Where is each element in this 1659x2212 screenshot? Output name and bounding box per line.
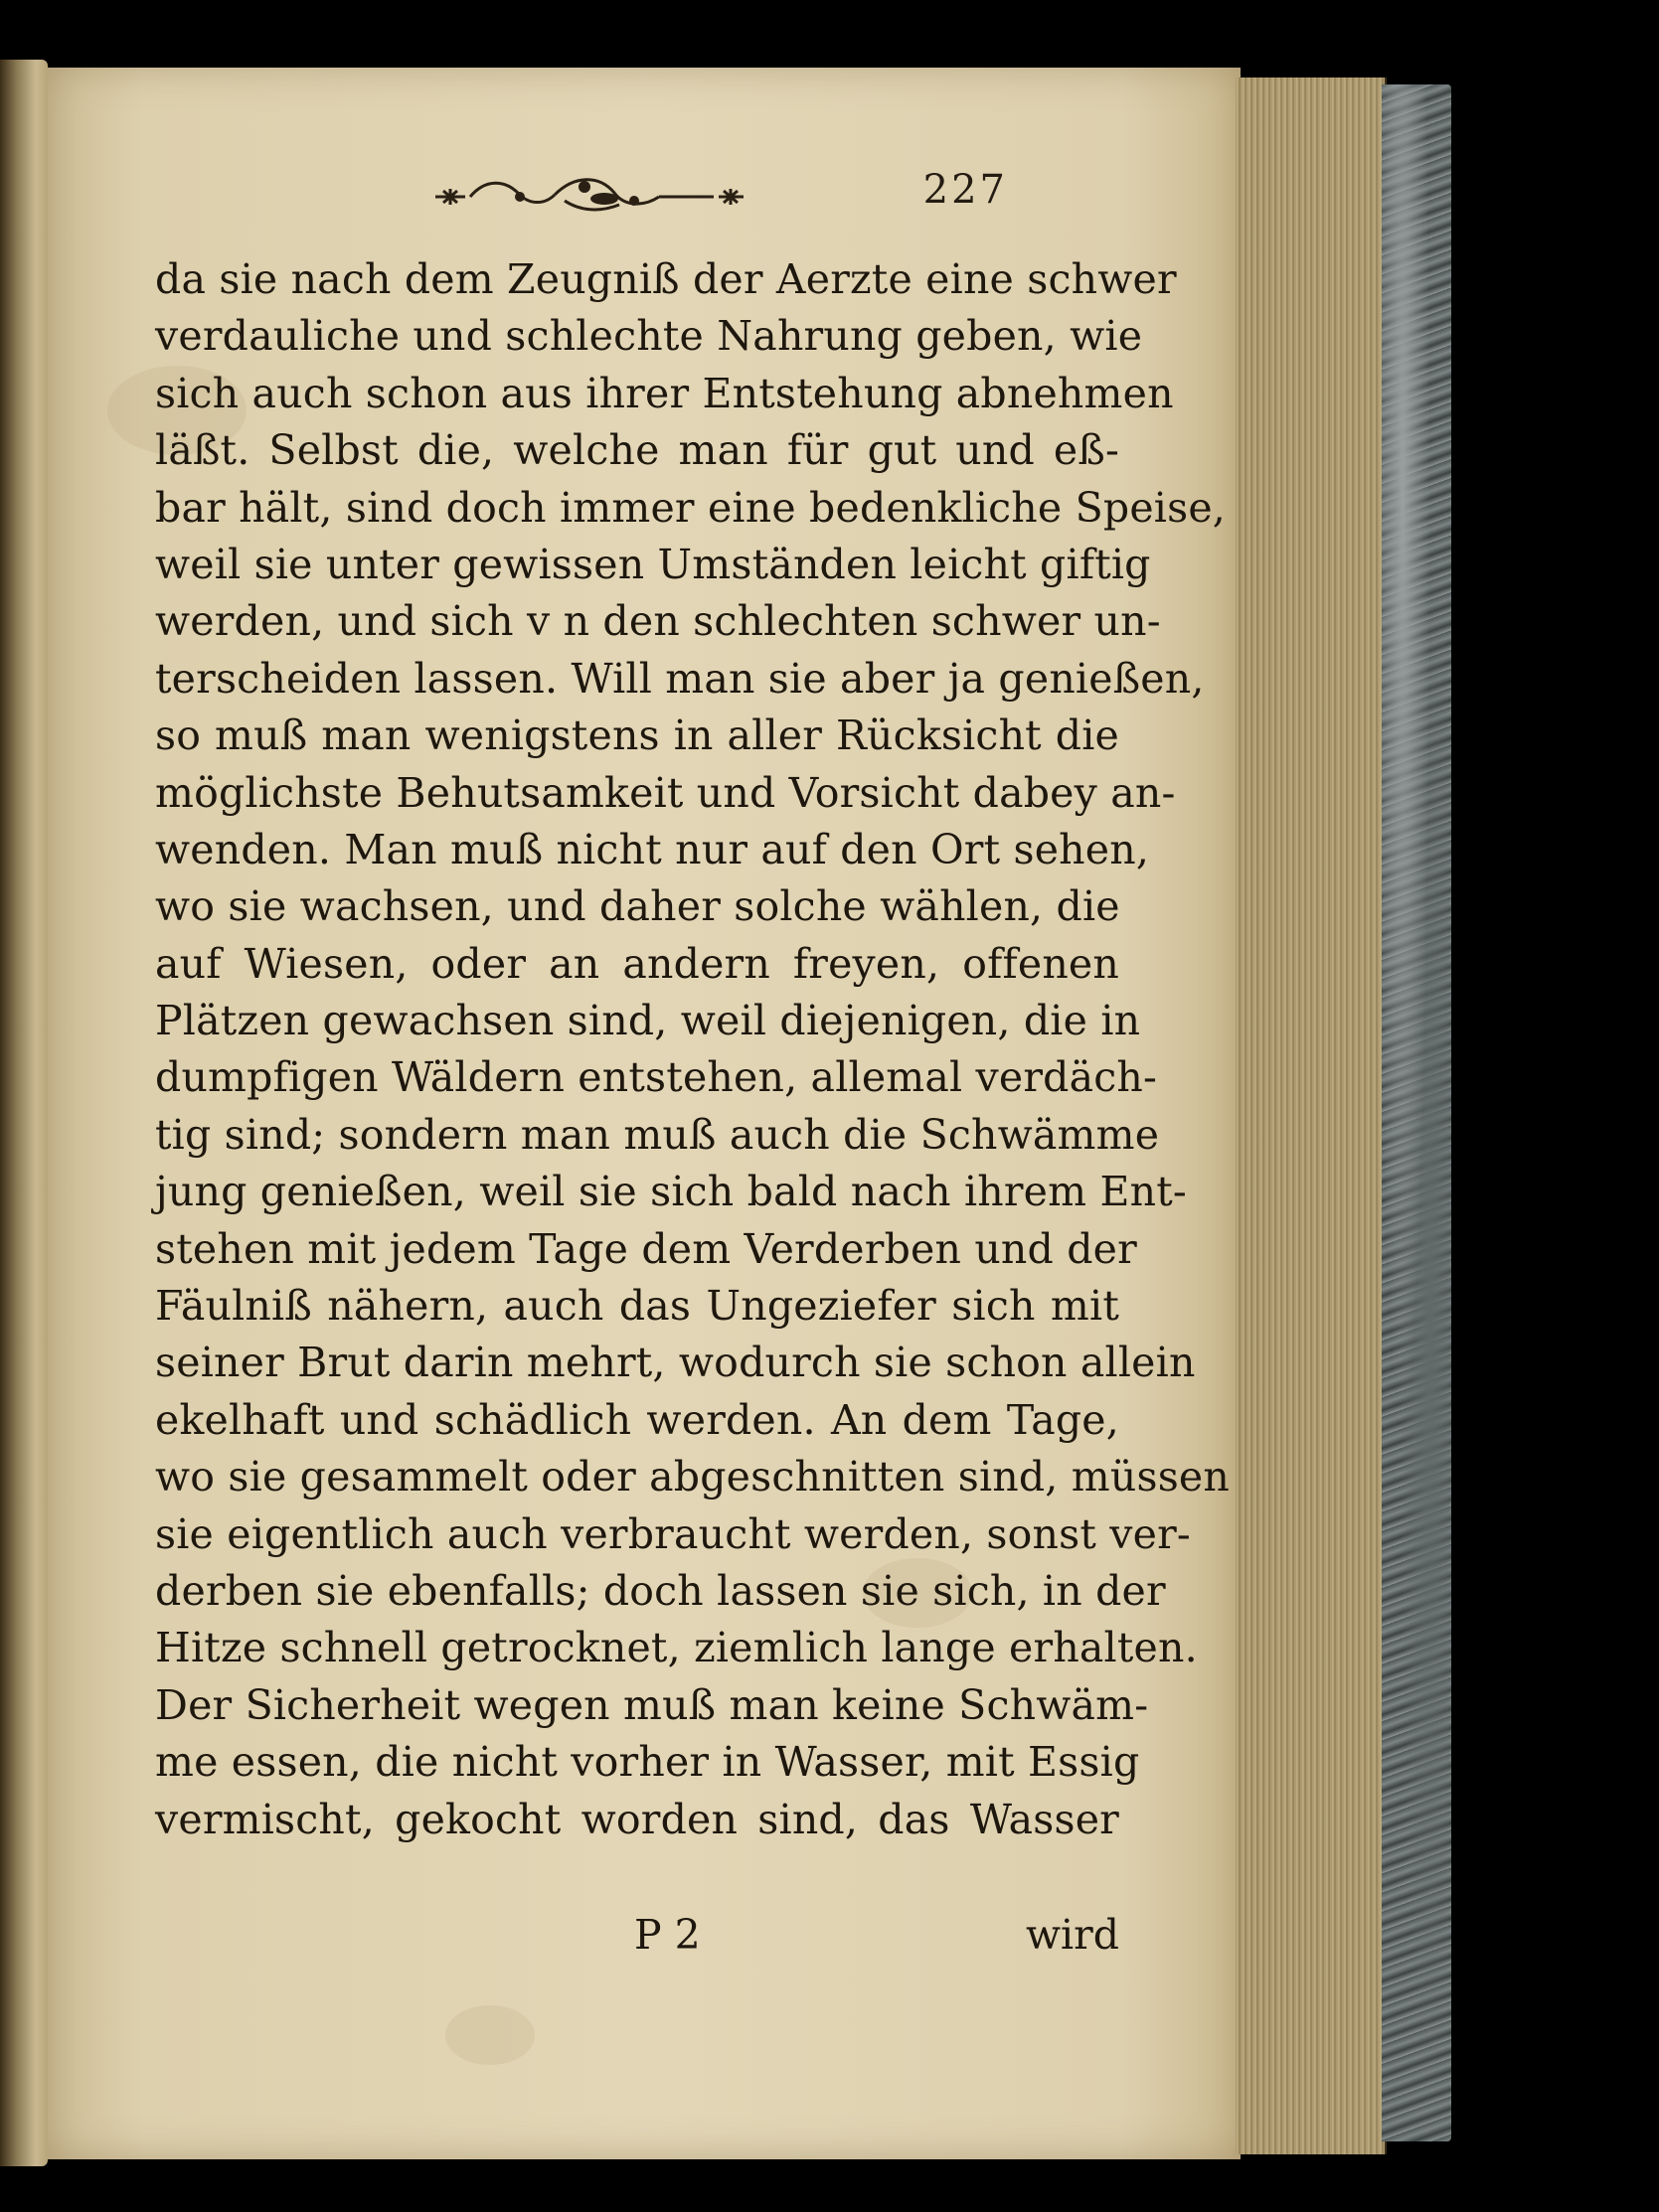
book-page [48,68,1241,2159]
text-line: bar hält, sind doch immer eine bedenkliche Speise, [155,483,1227,532]
text-line: terscheiden lassen. Will man sie aber ja genießen, [155,654,1205,703]
text-line: werden, und sich v n den schlechten schwer un- [155,597,1161,646]
text-line: dumpfigen Wäldern entstehen, allemal verdäch- [155,1053,1158,1102]
signature-mark: P 2 [634,1911,701,1959]
text-line: Fäulniß nähern, auch das Ungeziefer sich mit [155,1282,1119,1331]
text-line: me essen, die nicht vorher in Wasser, mit Essig [155,1738,1140,1787]
body-text [155,251,1231,1848]
decorative-vignette-icon [425,167,753,227]
text-line: auf Wiesen, oder an andern freyen, offenen [155,939,1119,988]
previous-page-edge [0,60,48,2166]
text-line: vermischt, gekocht worden sind, das Wasser [155,1795,1119,1843]
page-number: 227 [922,167,1008,213]
page-block-edge [1236,78,1387,2154]
marbled-cover [1382,84,1451,2141]
text-line: verdauliche und schlechte Nahrung geben, wie [155,312,1143,361]
paper-stain [445,2005,535,2065]
page-footer [155,1911,1119,1971]
text-line: jung genießen, weil sie sich bald nach ihrem Ent- [155,1168,1187,1216]
text-line: sich auch schon aus ihrer Entstehung abnehmen [155,369,1174,417]
text-line: wenden. Man muß nicht nur auf den Ort sehen, [155,825,1150,873]
text-line: so muß man wenigstens in aller Rücksicht die [155,711,1119,760]
text-line: Der Sicherheit wegen muß man keine Schwäm- [155,1680,1149,1729]
text-line: derben sie ebenfalls; doch lassen sie sich, in der [155,1566,1166,1615]
text-line: sie eigentlich auch verbraucht werden, sonst ver- [155,1509,1191,1558]
text-line: läßt. Selbst die, welche man für gut und eß- [155,426,1119,475]
text-line: möglichste Behutsamkeit und Vorsicht dabey an- [155,768,1176,817]
text-line: seiner Brut darin mehrt, wodurch sie schon allein [155,1339,1196,1387]
text-line: stehen mit jedem Tage dem Verderben und der [155,1224,1137,1273]
text-line: da sie nach dem Zeugniß der Aerzte eine schwer [155,255,1177,303]
text-line: wo sie gesammelt oder abgeschnitten sind, müssen [155,1453,1231,1501]
text-line: tig sind; sondern man muß auch die Schwämme [155,1110,1160,1159]
text-line: Hitze schnell getrocknet, ziemlich lange erhalten. [155,1624,1198,1672]
catchword: wird [1025,1911,1119,1959]
text-line: wo sie wachsen, und daher solche wählen, die [155,882,1120,931]
text-line: ekelhaft und schädlich werden. An dem Tage, [155,1395,1119,1444]
text-line: weil sie unter gewissen Umständen leicht giftig [155,540,1151,588]
text-line: Plätzen gewachsen sind, weil diejenigen, die in [155,997,1141,1045]
